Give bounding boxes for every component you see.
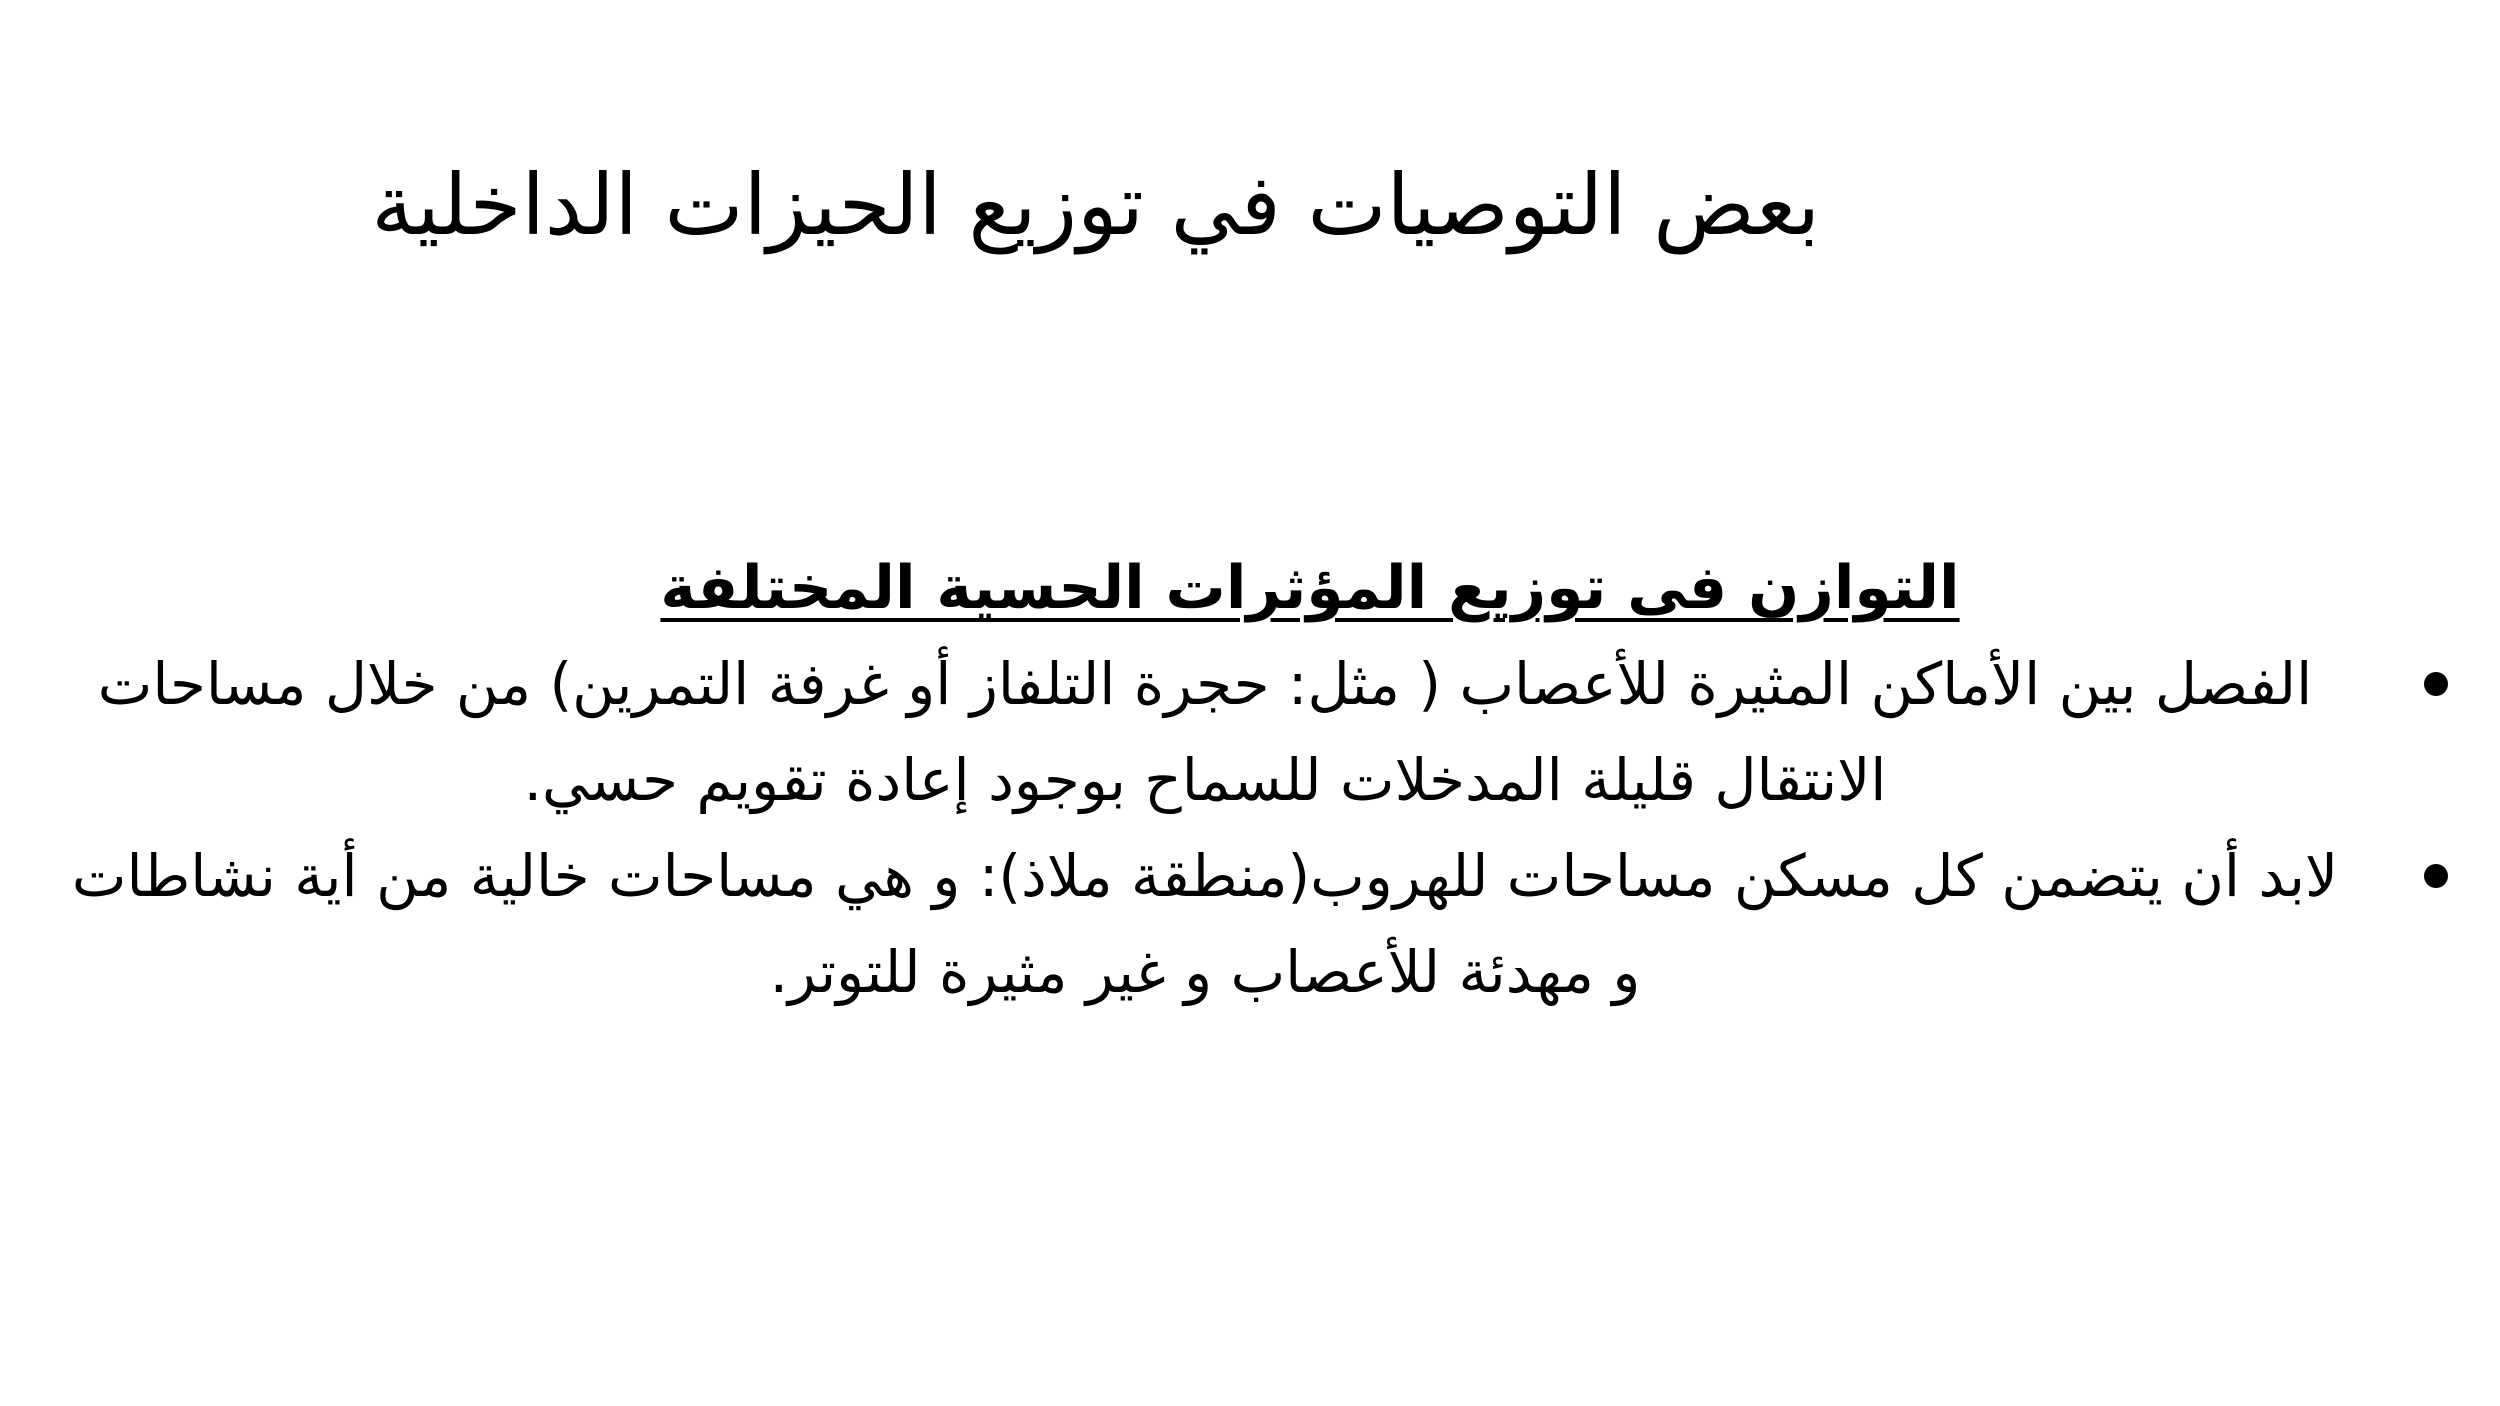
list-item <box>70 636 2450 828</box>
subheading <box>70 540 2450 636</box>
bullet-text: الفصل بين الأماكن المثيرة للأعصاب ( مثل: حجرة التلفاز أو غرفة التمرين) من خلال مساحات الانتقال قليلة المدخلات للسماح بوجود إعادة تقويم حسي. <box>97 650 2313 814</box>
list-item <box>70 828 2450 1020</box>
slide-title: بعض التوصيات في توزيع الحيزات الداخلية <box>371 156 1820 254</box>
bullet-icon <box>2424 864 2448 888</box>
subheading-text: التوازن فى توزيع المؤثرات الحسية المختلفة <box>660 553 1960 623</box>
slide-content <box>70 540 2450 1020</box>
bullet-icon <box>2424 672 2448 696</box>
bullet-list <box>70 636 2450 1020</box>
bullet-text: لابد أن يتضمن كل مسكن مساحات للهروب(منطقة ملاذ): و هي مساحات خالية من أية نشاطات و مهدئة للأعصاب و غير مثيرة للتوتر. <box>71 842 2339 1006</box>
